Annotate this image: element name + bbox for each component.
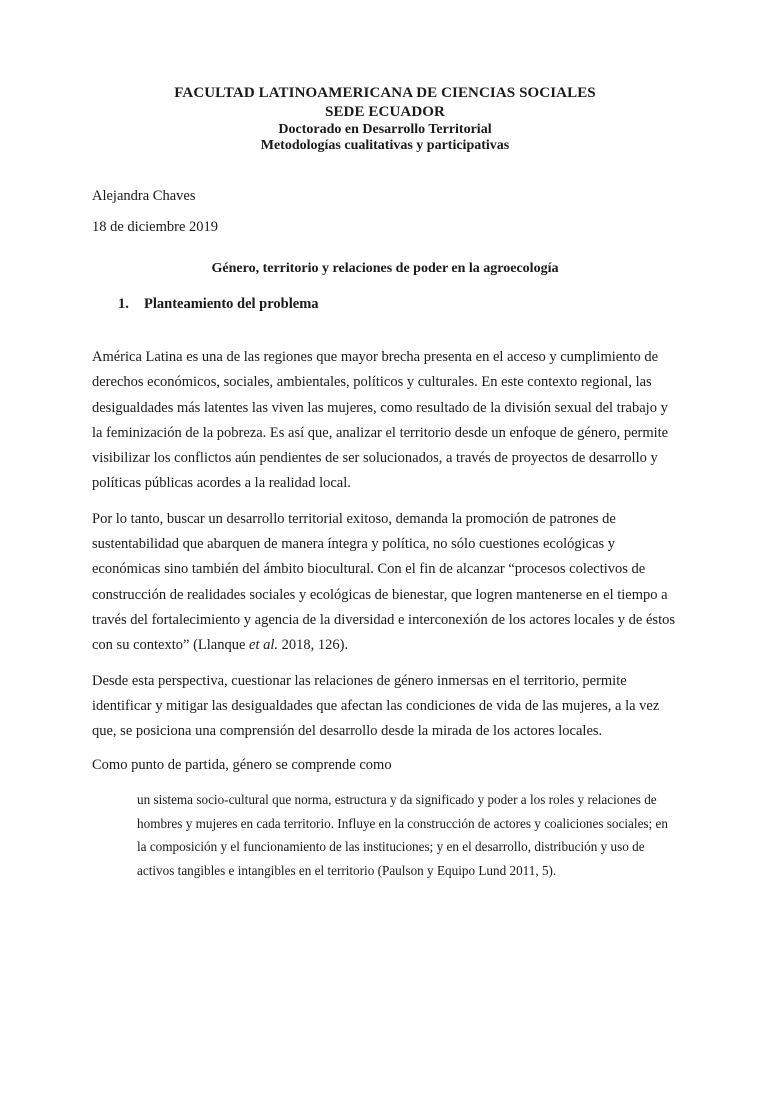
program-name: Doctorado en Desarrollo Territorial — [278, 122, 492, 137]
paragraph-2 — [92, 507, 678, 659]
author-name: Alejandra Chaves — [92, 188, 196, 204]
paragraph-4: Como punto de partida, género se comprende como — [92, 757, 392, 774]
section-number: 1. — [118, 296, 129, 312]
document-title: Género, territorio y relaciones de poder en la agroecología — [211, 261, 559, 276]
section-heading-text: Planteamiento del problema — [144, 296, 319, 312]
institution-name: FACULTAD LATINOAMERICANA DE CIENCIAS SOCIALES — [174, 85, 596, 101]
paragraph-1: América Latina es una de las regiones que mayor brecha presenta en el acceso y cumplimiento de derechos económicos, sociales, ambientales, políticos y culturales. En este contexto regional, las desigualdades más latentes las viven las mujeres, como resultado de la división sexual del trabajo y la feminización de la pobreza. Es así que, analizar el territorio desde un enfoque de género, permite visibilizar los conflictos aún pendientes de ser solucionados, a través de proyectos de desarrollo y políticas públicas acordes a la realidad local. — [92, 349, 669, 492]
paragraph-2-citation-tail: 2018, 126). — [278, 637, 349, 654]
section-heading — [118, 295, 678, 313]
document-page — [0, 84, 768, 1108]
campus-name: SEDE ECUADOR — [325, 104, 445, 120]
citation-et-al: et al. — [249, 637, 279, 654]
course-name: Metodologías cualitativas y participativas — [260, 138, 510, 153]
paragraph-3: Desde esta perspectiva, cuestionar las relaciones de género inmersas en el territorio, permite identificar y mitigar las desigualdades que afectan las condiciones de vida de las mujeres, a la vez que, se posiciona una comprensión del desarrollo desde la mirada de los actores locales. — [92, 672, 660, 740]
document-header — [92, 84, 678, 154]
block-quote: un sistema socio-cultural que norma, estructura y da significado y poder a los roles y relaciones de hombres y mujeres en cada territorio. Influye en la construcción de actores y coaliciones sociales; en la composición y el funcionamiento de las instituciones; y en el desarrollo, distribución y uso de activos tangibles e intangibles en el territorio (Paulson y Equipo Lund 2011, 5). — [137, 791, 668, 879]
document-date: 18 de diciembre 2019 — [92, 219, 219, 235]
document-meta — [92, 187, 678, 236]
paragraph-2-text: Por lo tanto, buscar un desarrollo territorial exitoso, demanda la promoción de patrones de sustentabilidad que abarquen de manera íntegra y política, no sólo cuestiones ecológicas y económicas sino también del ámbito biocultural. Con el fin de alcanzar “procesos colectivos de construcción de realidades sociales y ecológicas de bienestar, que logren mantenerse en el tiempo a través del fortalecimiento y agencia de la diversidad e interconexión de los actores locales y de éstos con su contexto” (Llanque — [92, 510, 675, 654]
